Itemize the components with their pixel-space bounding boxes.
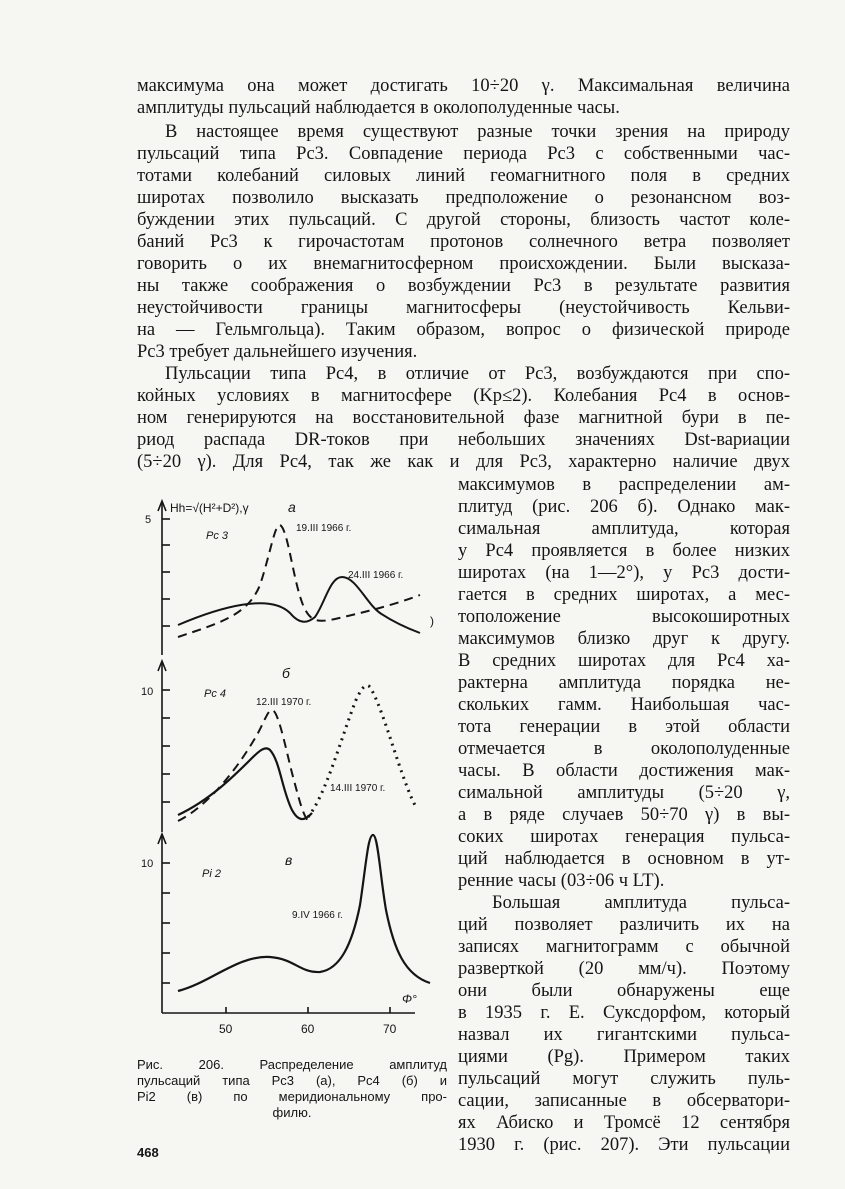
page-number: 468 — [137, 1145, 159, 1160]
column-line: ций наблюдается в основном в ут- — [458, 849, 790, 869]
column-line: в 1935 г. Е. Суксдорфом, который — [458, 1003, 790, 1023]
body-line: (5÷20 γ). Для Pc4, так же как и для Pc3, характерно наличие двух — [137, 452, 790, 472]
column-line: они были обнаружены еще — [458, 981, 790, 1001]
caption-line: филю. — [272, 1105, 312, 1120]
column-line: отмечается в околополуденные — [458, 739, 790, 759]
column-line: симальная амплитуда, которая — [458, 519, 790, 539]
panel-a-letter: a — [288, 499, 296, 515]
panel-a-label-24-iii: 24.III 1966 г. — [348, 570, 404, 581]
caption-line: Pi2 (в) по меридиональному про- — [137, 1089, 447, 1104]
body-line: на — Гельмгольца). Таким образом, вопрос о физической природе — [137, 320, 790, 340]
panel-c-letter: в — [285, 852, 293, 868]
column-line: 1930 г. (рис. 207). Эти пульсации — [458, 1135, 790, 1155]
figure-206 — [130, 495, 450, 1040]
panel-b-letter: б — [282, 665, 290, 681]
panel-b-y-tick-label: 10 — [141, 686, 154, 698]
column-line: ях Абиско и Тромсё 12 сентября — [458, 1113, 790, 1133]
panel-a-right-mark: ) — [430, 614, 434, 628]
column-line: ций позволяет различить их на — [458, 915, 790, 935]
column-line: пульсаций могут служить пуль- — [458, 1069, 790, 1089]
column-line: назвал их гигантскими пульса- — [458, 1025, 790, 1045]
column-line: тоположение высокоширотных — [458, 607, 790, 627]
column-line: гается в средних широтах, а мес- — [458, 585, 790, 605]
x-tick-label-70: 70 — [383, 1022, 397, 1036]
body-line: риод распада DR-токов при небольших значениях Dst-вариации — [137, 430, 790, 450]
body-line: буждении этих пульсаций. С другой стороны, близость частот коле- — [137, 210, 790, 230]
column-line: максимумов в распределении ам- — [458, 475, 790, 495]
body-line: баний Pc3 к гирочастотам протонов солнечного ветра позволяет — [137, 232, 790, 252]
x-tick-label-50: 50 — [219, 1022, 233, 1036]
x-ticks — [226, 1007, 390, 1013]
column-line: у Pc4 проявляется в более низких — [458, 541, 790, 561]
panel-c-type-label: Pi 2 — [202, 868, 221, 880]
column-line: циями (Pg). Примером таких — [458, 1047, 790, 1067]
panel-b-type-label: Pc 4 — [204, 688, 227, 700]
column-line: записях магнитограмм с обычной — [458, 937, 790, 957]
panel-a-y-tick-label: 5 — [145, 514, 152, 526]
column-line: сации, записанные в обсерватори- — [458, 1091, 790, 1111]
body-line: ном генерируются на восстановительной фазе магнитной бури в пе- — [137, 408, 790, 428]
column-line: В средних широтах для Pc4 ха- — [458, 651, 790, 671]
column-line: Большая амплитуда пульса- — [492, 893, 790, 913]
y-ticks — [162, 519, 170, 983]
caption-line: Рис. 206. Распределение амплитуд — [137, 1057, 447, 1072]
column-line: часы. В области достижения мак- — [458, 761, 790, 781]
body-line: Пульсации типа Pc4, в отличие от Pc3, возбуждаются при спо- — [165, 364, 790, 384]
column-line: соких широтах генерация пульса- — [458, 827, 790, 847]
column-line: симальной амплитуды (5÷20 γ, — [458, 783, 790, 803]
body-line: В настоящее время существуют разные точки зрения на природу — [165, 122, 790, 142]
column-line: плитуд (рис. 206 б). Однако мак- — [458, 497, 790, 517]
panel-c-y-tick-label: 10 — [141, 858, 154, 870]
panel-c-label-9-iv: 9.IV 1966 г. — [292, 910, 343, 921]
column-line: ренние часы (03÷06 ч LT). — [458, 871, 665, 891]
body-line: широтах позволило высказать предположение о резонансном воз- — [137, 188, 790, 208]
column-line: широтах (на 1—2°), у Pc3 дости- — [458, 563, 790, 583]
body-line: максимума она может достигать 10÷20 γ. Максимальная величина — [137, 76, 790, 96]
column-line: максимумов близко друг к другу. — [458, 629, 790, 649]
body-line: тотами колебаний силовых линий геомагнитного поля в средних — [137, 166, 790, 186]
caption-line: пульсаций типа Pc3 (а), Pc4 (б) и — [137, 1073, 447, 1088]
panel-a-type-label: Pc 3 — [206, 530, 229, 542]
column-line: скольких гамм. Наибольшая час- — [458, 695, 790, 715]
x-tick-label-60: 60 — [301, 1022, 315, 1036]
column-line: тота генерации в этой области — [458, 717, 790, 737]
column-line: а в ряде случаев 50÷70 γ) в вы- — [458, 805, 790, 825]
body-line: ны также соображения о возбуждении Pc3 в результате развития — [137, 276, 790, 296]
column-line: рактерна амплитуда порядка не- — [458, 673, 790, 693]
column-line: разверткой (20 мм/ч). Поэтому — [458, 959, 790, 979]
body-line: койных условиях в магнитосфере (Kp≤2). Колебания Pc4 в основ- — [137, 386, 790, 406]
body-line: неустойчивости границы магнитосферы (неустойчивость Кельви- — [137, 298, 790, 318]
y-axis-label: Hh=√(H²+D²),γ — [170, 501, 249, 515]
curve-pc4-14-iii-1970 — [308, 686, 416, 817]
body-line: говорить о их внемагнитосферном происхождении. Были высказа- — [137, 254, 790, 274]
panel-a-label-19-iii: 19.III 1966 г. — [296, 523, 352, 534]
panel-b-label-14-iii: 14.III 1970 г. — [330, 783, 386, 794]
body-line: Pc3 требует дальнейшего изучения. — [137, 342, 418, 362]
panel-b-label-12-iii: 12.III 1970 г. — [256, 697, 312, 708]
body-line: пульсаций типа Pc3. Совпадение периода Pc3 с собственными час- — [137, 144, 790, 164]
body-line: амплитуды пульсаций наблюдается в околополуденные часы. — [137, 98, 620, 118]
x-axis-label: Φ° — [402, 992, 417, 1006]
